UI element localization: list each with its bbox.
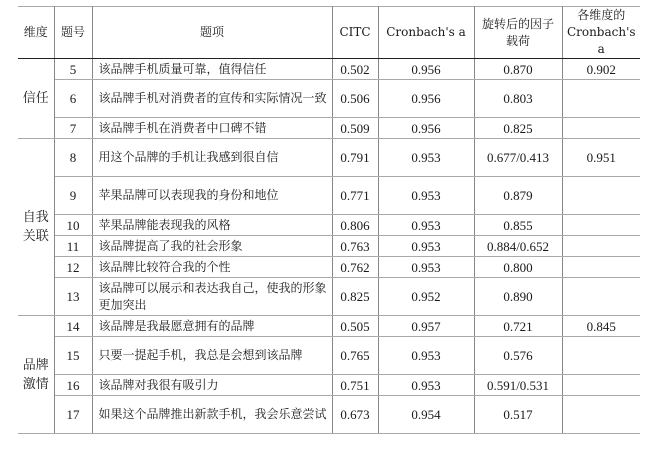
item-text-cell: 该品牌比较符合我的个性: [92, 257, 332, 278]
table-row: [18, 337, 640, 375]
rotated-loading-cell: 0.890: [474, 278, 562, 316]
alpha-if-deleted-cell: 0.957: [378, 316, 474, 337]
alpha-if-deleted-cell: 0.953: [378, 337, 474, 375]
table-row: [18, 139, 640, 177]
item-number-cell: 12: [54, 257, 92, 278]
item-number-cell: 7: [54, 118, 92, 139]
citc-cell: 0.806: [332, 215, 378, 236]
citc-cell: 0.825: [332, 278, 378, 316]
item-number-cell: 17: [54, 396, 92, 434]
alpha-if-deleted-cell: 0.956: [378, 80, 474, 118]
header-dimension: 维度: [18, 7, 54, 59]
alpha-if-deleted-cell: 0.953: [378, 236, 474, 257]
rotated-loading-cell: 0.855: [474, 215, 562, 236]
alpha-if-deleted-cell: 0.956: [378, 118, 474, 139]
table-row: [18, 257, 640, 278]
rotated-loading-cell: 0.884/0.652: [474, 236, 562, 257]
alpha-if-deleted-cell: 0.953: [378, 215, 474, 236]
table-row: [18, 177, 640, 215]
dimension-alpha-cell: [562, 215, 640, 236]
reliability-validity-table: [18, 6, 640, 434]
header-citc: CITC: [332, 7, 378, 59]
table-row: [18, 80, 640, 118]
item-text-cell: 该品牌手机在消费者中口碑不错: [92, 118, 332, 139]
item-text-cell: 该品牌手机质量可靠，值得信任: [92, 59, 332, 80]
header-rotated-loading: 旋转后的因子载荷: [474, 7, 562, 59]
dimension-alpha-cell: [562, 257, 640, 278]
rotated-loading-cell: 0.870: [474, 59, 562, 80]
dimension-cell: 品牌激情: [18, 316, 54, 434]
item-text-cell: 该品牌提高了我的社会形象: [92, 236, 332, 257]
alpha-if-deleted-cell: 0.953: [378, 257, 474, 278]
header-item-number: 题号: [54, 7, 92, 59]
item-text-cell: 该品牌手机对消费者的宣传和实际情况一致: [92, 80, 332, 118]
header-alpha-if-deleted: Cronbach's a: [378, 7, 474, 59]
rotated-loading-cell: 0.800: [474, 257, 562, 278]
alpha-if-deleted-cell: 0.952: [378, 278, 474, 316]
table-row: [18, 316, 640, 337]
item-number-cell: 16: [54, 375, 92, 396]
dimension-alpha-cell: [562, 337, 640, 375]
dimension-alpha-cell: [562, 396, 640, 434]
citc-cell: 0.763: [332, 236, 378, 257]
item-number-cell: 11: [54, 236, 92, 257]
item-text-cell: 该品牌可以展示和表达我自己，使我的形象更加突出: [92, 278, 332, 316]
item-number-cell: 10: [54, 215, 92, 236]
citc-cell: 0.673: [332, 396, 378, 434]
table-row: [18, 59, 640, 80]
rotated-loading-cell: 0.591/0.531: [474, 375, 562, 396]
table-row: [18, 278, 640, 316]
dimension-alpha-cell: [562, 278, 640, 316]
dimension-alpha-cell: 0.845: [562, 316, 640, 337]
dimension-cell: 自我关联: [18, 139, 54, 316]
dimension-alpha-cell: [562, 236, 640, 257]
rotated-loading-cell: 0.803: [474, 80, 562, 118]
table-row: [18, 215, 640, 236]
table-row: [18, 236, 640, 257]
item-number-cell: 6: [54, 80, 92, 118]
header-item: 题项: [92, 7, 332, 59]
header-dimension-alpha: 各维度的Cronbach's a: [562, 7, 640, 59]
header-row: [18, 7, 640, 59]
alpha-if-deleted-cell: 0.953: [378, 375, 474, 396]
rotated-loading-cell: 0.677/0.413: [474, 139, 562, 177]
item-number-cell: 9: [54, 177, 92, 215]
item-text-cell: 该品牌是我最愿意拥有的品牌: [92, 316, 332, 337]
dimension-alpha-cell: [562, 177, 640, 215]
item-text-cell: 苹果品牌能表现我的风格: [92, 215, 332, 236]
dimension-alpha-cell: [562, 80, 640, 118]
table-body: [18, 59, 640, 434]
item-number-cell: 13: [54, 278, 92, 316]
citc-cell: 0.502: [332, 59, 378, 80]
dimension-cell: 信任: [18, 59, 54, 139]
citc-cell: 0.509: [332, 118, 378, 139]
dimension-alpha-cell: 0.951: [562, 139, 640, 177]
item-text-cell: 该品牌对我很有吸引力: [92, 375, 332, 396]
rotated-loading-cell: 0.517: [474, 396, 562, 434]
item-text-cell: 如果这个品牌推出新款手机，我会乐意尝试: [92, 396, 332, 434]
alpha-if-deleted-cell: 0.953: [378, 177, 474, 215]
citc-cell: 0.506: [332, 80, 378, 118]
citc-cell: 0.791: [332, 139, 378, 177]
table-row: [18, 118, 640, 139]
rotated-loading-cell: 0.879: [474, 177, 562, 215]
item-number-cell: 5: [54, 59, 92, 80]
item-number-cell: 15: [54, 337, 92, 375]
rotated-loading-cell: 0.825: [474, 118, 562, 139]
item-number-cell: 14: [54, 316, 92, 337]
alpha-if-deleted-cell: 0.953: [378, 139, 474, 177]
citc-cell: 0.751: [332, 375, 378, 396]
item-text-cell: 用这个品牌的手机让我感到很自信: [92, 139, 332, 177]
alpha-if-deleted-cell: 0.954: [378, 396, 474, 434]
rotated-loading-cell: 0.721: [474, 316, 562, 337]
citc-cell: 0.505: [332, 316, 378, 337]
dimension-alpha-cell: [562, 118, 640, 139]
dimension-alpha-cell: [562, 375, 640, 396]
alpha-if-deleted-cell: 0.956: [378, 59, 474, 80]
dimension-alpha-cell: 0.902: [562, 59, 640, 80]
item-text-cell: 只要一提起手机，我总是会想到该品牌: [92, 337, 332, 375]
item-text-cell: 苹果品牌可以表现我的身份和地位: [92, 177, 332, 215]
citc-cell: 0.771: [332, 177, 378, 215]
table-row: [18, 375, 640, 396]
item-number-cell: 8: [54, 139, 92, 177]
rotated-loading-cell: 0.576: [474, 337, 562, 375]
table-row: [18, 396, 640, 434]
citc-cell: 0.762: [332, 257, 378, 278]
citc-cell: 0.765: [332, 337, 378, 375]
